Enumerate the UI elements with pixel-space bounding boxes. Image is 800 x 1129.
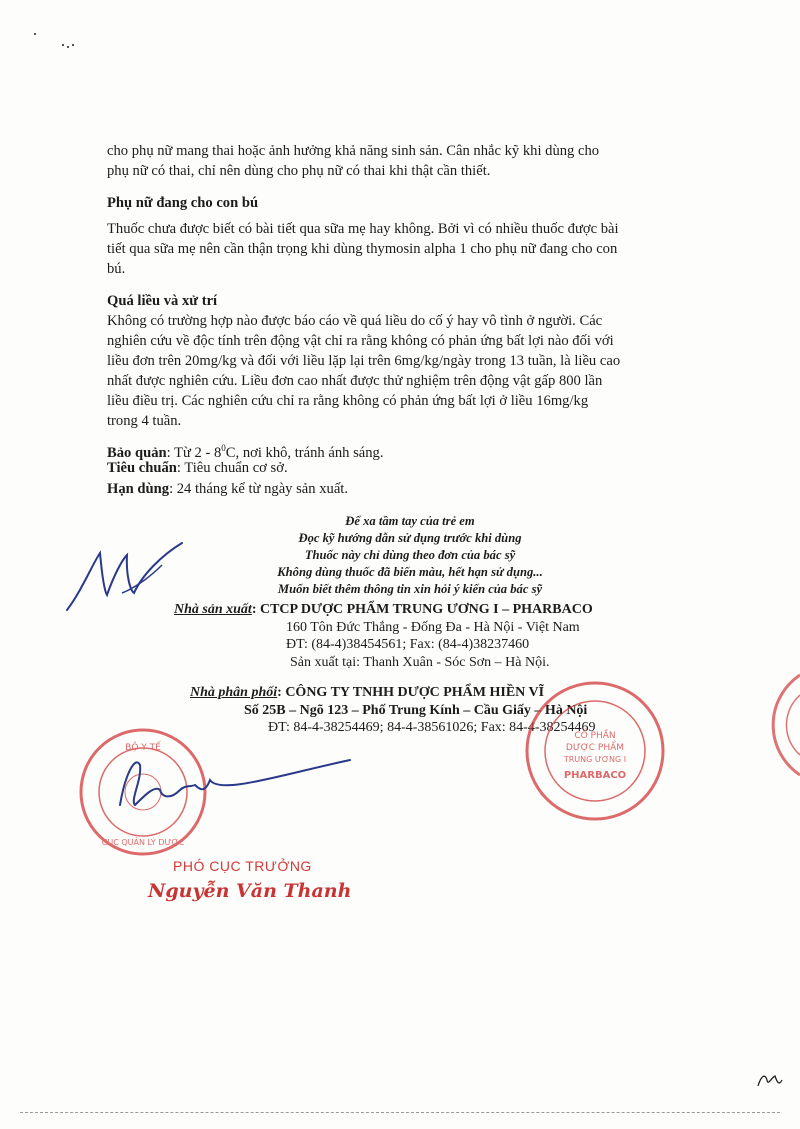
- manufacturer-phone: ĐT: (84-4)38454561; Fax: (84-4)38237460: [286, 637, 530, 652]
- storage-value: : Từ 2 - 8: [166, 444, 222, 461]
- warning-line: Thuốc này chỉ dùng theo đơn của bác sỹ: [304, 548, 516, 562]
- signatory-title: PHÓ CỤC TRƯỞNG: [173, 858, 312, 874]
- storage-label: Bảo quản: [107, 444, 167, 461]
- storage-value-rest: C, nơi khô, tránh ánh sáng.: [225, 444, 384, 461]
- distributor-label: Nhà phân phối: [190, 685, 278, 700]
- expiry-value: : 24 tháng kể từ ngày sản xuất.: [169, 481, 349, 497]
- svg-text:CỔ PHẦN: CỔ PHẦN: [574, 731, 616, 741]
- degree-sup: 0: [221, 443, 226, 453]
- expiry-line: [107, 479, 348, 499]
- distributor-name: : CÔNG TY TNHH DƯỢC PHẨM HIỀN VĨ: [277, 685, 545, 700]
- page-initial-mark: [755, 1068, 785, 1093]
- svg-text:BỘ Y TẾ: BỘ Y TẾ: [125, 743, 161, 753]
- scan-speck: [72, 44, 74, 46]
- overdose-heading: Quá liều và xử trí: [107, 293, 218, 309]
- text-line: liều điều trị. Các nghiên cứu chỉ ra rằng không có phản ứng bất lợi ở liều 16mg/kg: [107, 393, 589, 409]
- text-line: liều đơn trên 20mg/kg và đối với liều lặp lại trên 6mg/kg/ngày trong 13 tuần, là liều cao: [107, 353, 621, 369]
- overdose-paragraph: [107, 312, 727, 432]
- warning-line: Đọc kỹ hướng dẫn sử dụng trước khi dùng: [298, 531, 522, 545]
- standard-line: [107, 458, 288, 478]
- warning-line: Không dùng thuốc đã biến màu, hết hạn sử dụng...: [277, 565, 543, 579]
- manufacturer-address: 160 Tôn Đức Thắng - Đống Đa - Hà Nội - Việt Nam: [286, 619, 580, 635]
- standard-value: : Tiêu chuẩn cơ sở.: [176, 460, 288, 476]
- warning-line: Muốn biết thêm thông tin xin hỏi ý kiến của bác sỹ: [277, 582, 543, 596]
- manufacturer-site: Sản xuất tại: Thanh Xuân - Sóc Sơn – Hà Nội.: [290, 654, 550, 670]
- text-line: nghiên cứu về độc tính trên động vật chỉ ra rằng không có phản ứng bất lợi nào đối với: [107, 333, 614, 349]
- signatory-name: Nguyễn Văn Thanh: [148, 880, 352, 902]
- svg-text:CỤC QUẢN LÝ DƯỢC: CỤC QUẢN LÝ DƯỢC: [101, 838, 185, 847]
- text-line: bú.: [107, 261, 126, 277]
- handwritten-initials: [62, 535, 192, 615]
- breastfeeding-paragraph: [107, 220, 727, 280]
- manufacturer-name: : CTCP DƯỢC PHẨM TRUNG ƯƠNG I – PHARBACO: [251, 602, 593, 617]
- text-line: Không có trường hợp nào được báo cáo về quá liều do cố ý hay vô tình ở người. Các: [107, 313, 603, 329]
- svg-text:DƯỢC PHẨM: DƯỢC PHẨM: [565, 743, 625, 753]
- text-line: phụ nữ có thai, chỉ nên dùng cho phụ nữ có thai khi thật cần thiết.: [107, 163, 491, 179]
- text-line: nhất được nghiên cứu. Liều đơn cao nhất được thử nghiệm trên động vật gấp 800 lần: [107, 373, 603, 389]
- text-line: tiết qua sữa mẹ nên cần thận trọng khi dùng thymosin alpha 1 cho phụ nữ đang cho con: [107, 241, 618, 257]
- distributor-phone: ĐT: 84-4-38254469; 84-4-38561026; Fax: 84-4-38254469: [268, 720, 596, 735]
- pregnancy-paragraph: [107, 142, 727, 182]
- svg-text:PHARBACO: PHARBACO: [563, 770, 627, 781]
- svg-text:TRUNG ƯƠNG I: TRUNG ƯƠNG I: [563, 755, 627, 764]
- company-seal: [515, 676, 675, 826]
- standard-label: Tiêu chuẩn: [107, 460, 177, 476]
- manufacturer-label: Nhà sản xuất: [174, 602, 252, 617]
- manufacturer-block: [174, 601, 734, 671]
- distributor-address: Số 25B – Ngõ 123 – Phố Trung Kính – Cầu Giấy – Hà Nội: [244, 702, 588, 718]
- breastfeeding-heading: Phụ nữ đang cho con bú: [107, 195, 259, 211]
- official-signature: [100, 745, 360, 825]
- page-edge: [20, 1112, 780, 1113]
- warning-line: Để xa tầm tay của trẻ em: [345, 514, 475, 528]
- scan-speck: [34, 33, 36, 35]
- scan-speck: [67, 46, 69, 48]
- partial-seal: [735, 670, 800, 780]
- text-line: Thuốc chưa được biết có bài tiết qua sữa mẹ hay không. Bởi vì có nhiều thuốc được bài: [107, 221, 619, 237]
- scan-speck: [62, 44, 64, 46]
- expiry-label: Hạn dùng: [107, 481, 170, 497]
- text-line: trong 4 tuần.: [107, 413, 182, 429]
- text-line: cho phụ nữ mang thai hoặc ảnh hưởng khả năng sinh sản. Cân nhắc kỹ khi dùng cho: [107, 143, 600, 159]
